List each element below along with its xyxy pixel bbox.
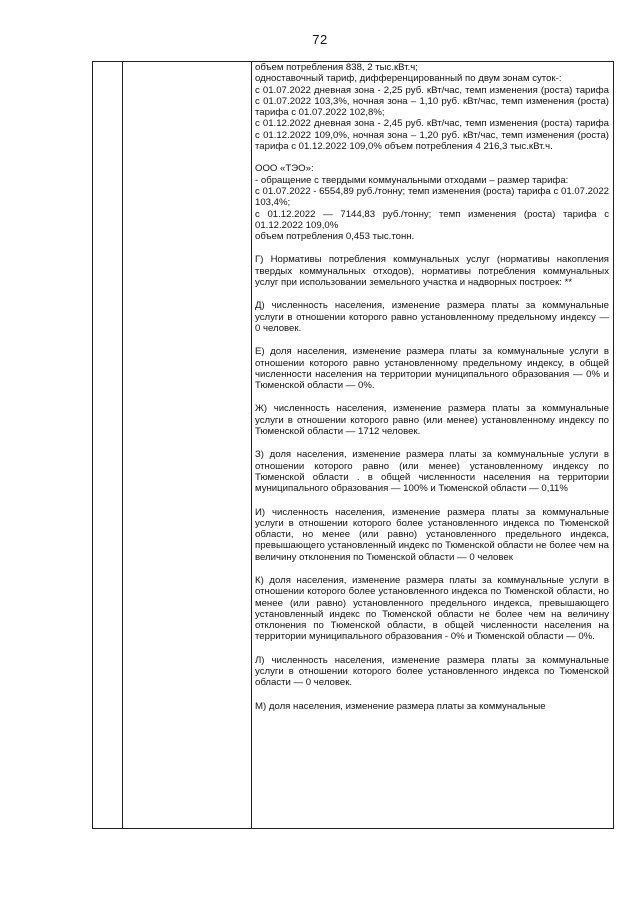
text-line: с 01.12.2022 — 7144,83 руб./тонну; темп изменения (роста) тарифа с 01.12.2022 109,0%: [255, 208, 609, 231]
paragraph-zh: Ж) численность населения, изменение размера платы за коммунальные услуги в отношении которого равно (или менее) установленному индексу по Тюменской области — 1712 человек.: [255, 403, 609, 438]
text-line: объем потребления 838, 2 тыс.кВт.ч;: [255, 62, 418, 73]
document-table: [92, 61, 614, 829]
paragraph-l: Л) численность населения, изменение размера платы за коммунальные услуги в отношении которого более установленного индекса по Тюменской области — 0 человек.: [255, 654, 609, 689]
teo-block: [255, 163, 609, 242]
table-column-name: [123, 62, 252, 828]
paragraph-d: Д) численность населения, изменение размера платы за коммунальные услуги в отношении которого равно установленному предельному индексу — 0 человек.: [255, 300, 609, 334]
table-column-number: [93, 62, 123, 828]
text-line: с 01.07.2022 - 6554,89 руб./тонну; темп изменения (роста) тарифа с 01.07.2022 103,4%;: [255, 185, 609, 209]
text-line: объем потребления 0,453 тыс.тонн.: [255, 231, 415, 243]
text-line: - обращение с твердыми коммунальными отходами – размер тарифа:: [255, 174, 569, 186]
paragraph-z: З) доля населения, изменение размера платы за коммунальные услуги в отношении которого равно (или менее) установленному индексу по Тюменской области . в общей численности населения на территории муниципального образования — 100% и Тюменской области — 0,11%: [255, 449, 609, 495]
paragraph-k: К) доля населения, изменение размера платы за коммунальные услуги в отношении которого более установленного индекса по Тюменской области, но менее (или равно) установленного предельного индекса, превышающего установленный индекс по Тюменской области не более чем на величину отклонения по Тюменской области, в общей численности населения на территории муниципального образования - 0% и Тюменской области — 0%.: [255, 574, 609, 643]
paragraph-i: И) численность населения, изменение размера платы за коммунальные услуги в отношении которого более установленного индекса по Тюменской области, но менее (или равно) установленного предельного индекса, превышающего установленный индекс по Тюменской области не более чем на величину отклонения по Тюменской области — 0 человек: [255, 506, 609, 563]
text-line: с 01.12.2022 дневная зона - 2,45 руб. кВт/час, темп изменения (роста) тарифа с 01.12.2022 109,0%, ночная зона – 1,20 руб. кВт/час, темп изменения (роста) тарифа с 01.12.2022 109,0% объем потребления 4 216,3 тыс.кВт.ч.: [255, 118, 609, 153]
text-line: ООО «ТЭО»:: [255, 163, 314, 175]
paragraph-e: Е) доля населения, изменение размера платы за коммунальные услуги в отношении которого равно установленному предельному индексу, в общей численности населения на территории муниципального образования — 0% и Тюменской области — 0%.: [255, 346, 609, 392]
paragraph-m: М) доля населения, изменение размера платы за коммунальные: [255, 700, 546, 712]
text-line: одноставочный тариф, дифференцированный по двум зонам суток-:: [255, 73, 562, 85]
text-line: с 01.07.2022 дневная зона - 2,25 руб. кВт/час, темп изменения (роста) тарифа с 01.07.2022 103,3%, ночная зона – 1,10 руб. кВт/час, темп изменения (роста) тарифа с 01.07.2022 102,8%;: [255, 84, 609, 119]
paragraph-g: Г) Нормативы потребления коммунальных услуг (нормативы накопления твердых коммунальных отходов), нормативы потребления коммунальных услуг при использовании земельного участка и надворных построек: **: [255, 254, 609, 289]
page-number: 72: [312, 32, 328, 47]
table-column-content: [252, 62, 613, 828]
tariffs-block: [255, 62, 609, 152]
